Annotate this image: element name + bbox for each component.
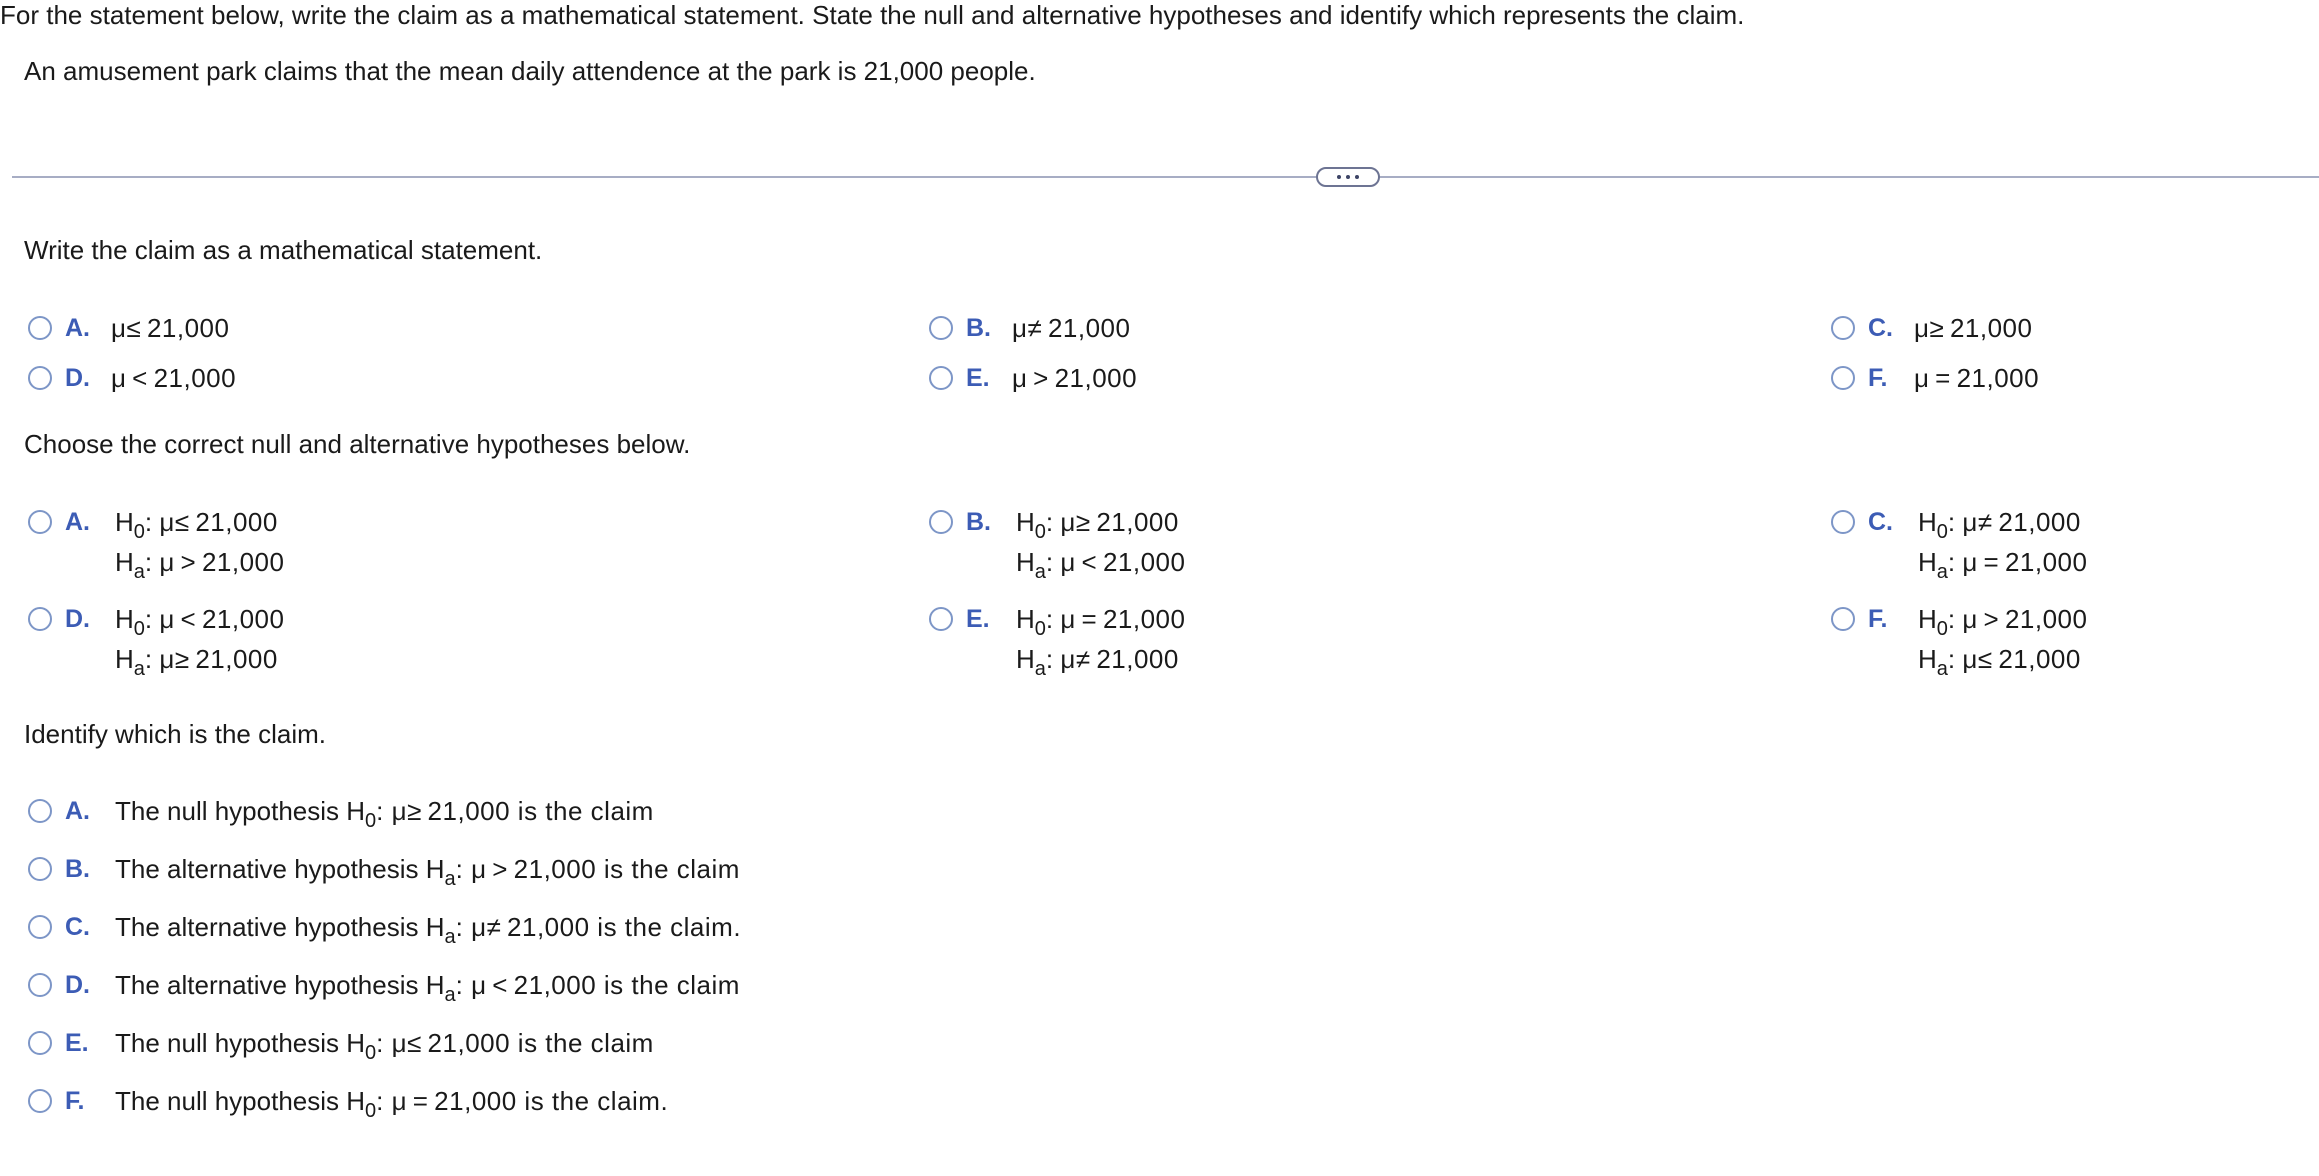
option-text	[1918, 604, 2087, 684]
radio-button[interactable]	[28, 857, 52, 881]
radio-button[interactable]	[929, 366, 953, 390]
radio-button[interactable]	[929, 607, 953, 631]
option-text: The alternative hypothesis $H_a$: μ≠ 21,000 is the claim.	[115, 912, 742, 948]
alternative-hypothesis: $H_a$: μ < 21,000	[1016, 547, 1186, 583]
section-divider	[12, 176, 2319, 178]
option-letter: B.	[65, 855, 90, 883]
radio-button[interactable]	[1831, 316, 1855, 340]
option-text: μ≠ 21,000	[1012, 313, 1131, 343]
instructions-text: For the statement below, write the claim as a mathematical statement. State the null and alternative hypotheses and identify which represents the claim.	[0, 0, 1745, 30]
option-text	[1016, 604, 1185, 684]
option-letter: A.	[65, 314, 90, 342]
radio-button[interactable]	[28, 510, 52, 534]
q3-prompt: Identify which is the claim.	[24, 719, 327, 749]
radio-button[interactable]	[28, 316, 52, 340]
option-letter: B.	[966, 508, 991, 536]
option-text: μ < 21,000	[111, 363, 237, 393]
radio-button[interactable]	[1831, 510, 1855, 534]
null-hypothesis: $H_0$: μ > 21,000	[1918, 604, 2088, 640]
option-text	[1918, 507, 2087, 587]
radio-button[interactable]	[28, 799, 52, 823]
alternative-hypothesis: $H_a$: μ≠ 21,000	[1016, 644, 1179, 680]
option-letter: C.	[65, 913, 90, 941]
problem-statement: An amusement park claims that the mean daily attendence at the park is 21,000 people.	[24, 56, 1036, 86]
option-text: The null hypothesis $H_0$: μ = 21,000 is the claim.	[115, 1086, 669, 1122]
option-text	[115, 604, 284, 684]
null-hypothesis: $H_0$: μ≠ 21,000	[1918, 507, 2081, 543]
radio-button[interactable]	[1831, 366, 1855, 390]
option-text: The null hypothesis $H_0$: μ≥ 21,000 is the claim	[115, 796, 654, 832]
radio-button[interactable]	[929, 316, 953, 340]
radio-button[interactable]	[28, 1089, 52, 1113]
option-text: The alternative hypothesis $H_a$: μ < 21,000 is the claim	[115, 970, 740, 1006]
q2-prompt: Choose the correct null and alternative hypotheses below.	[24, 429, 691, 459]
option-letter: E.	[65, 1029, 89, 1057]
option-letter: E.	[966, 364, 990, 392]
option-text	[115, 507, 284, 587]
null-hypothesis: $H_0$: μ < 21,000	[115, 604, 285, 640]
alternative-hypothesis: $H_a$: μ≤ 21,000	[1918, 644, 2081, 680]
dot-icon	[1355, 175, 1359, 179]
option-letter: D.	[65, 971, 90, 999]
option-letter: C.	[1868, 508, 1893, 536]
q1-prompt: Write the claim as a mathematical statement.	[24, 235, 543, 265]
null-hypothesis: $H_0$: μ≥ 21,000	[1016, 507, 1179, 543]
option-text	[1016, 507, 1185, 587]
alternative-hypothesis: $H_a$: μ > 21,000	[115, 547, 285, 583]
dot-icon	[1346, 175, 1350, 179]
option-text: μ > 21,000	[1012, 363, 1138, 393]
radio-button[interactable]	[28, 1031, 52, 1055]
option-letter: D.	[65, 364, 90, 392]
option-letter: E.	[966, 605, 990, 633]
option-text: The alternative hypothesis $H_a$: μ > 21,000 is the claim	[115, 854, 740, 890]
option-letter: A.	[65, 508, 90, 536]
option-letter: F.	[1868, 364, 1888, 392]
option-letter: F.	[65, 1087, 85, 1115]
option-letter: A.	[65, 797, 90, 825]
null-hypothesis: $H_0$: μ = 21,000	[1016, 604, 1186, 640]
option-letter: B.	[966, 314, 991, 342]
option-text: μ≥ 21,000	[1914, 313, 2033, 343]
option-letter: D.	[65, 605, 90, 633]
radio-button[interactable]	[929, 510, 953, 534]
radio-button[interactable]	[28, 366, 52, 390]
radio-button[interactable]	[28, 973, 52, 997]
more-options-button[interactable]	[1316, 167, 1380, 187]
dot-icon	[1337, 175, 1341, 179]
option-text: μ≤ 21,000	[111, 313, 230, 343]
radio-button[interactable]	[1831, 607, 1855, 631]
option-text: μ = 21,000	[1914, 363, 2040, 393]
option-text: The null hypothesis $H_0$: μ≤ 21,000 is the claim	[115, 1028, 654, 1064]
alternative-hypothesis: $H_a$: μ≥ 21,000	[115, 644, 278, 680]
radio-button[interactable]	[28, 915, 52, 939]
radio-button[interactable]	[28, 607, 52, 631]
alternative-hypothesis: $H_a$: μ = 21,000	[1918, 547, 2088, 583]
option-letter: F.	[1868, 605, 1888, 633]
option-letter: C.	[1868, 314, 1893, 342]
null-hypothesis: $H_0$: μ≤ 21,000	[115, 507, 278, 543]
